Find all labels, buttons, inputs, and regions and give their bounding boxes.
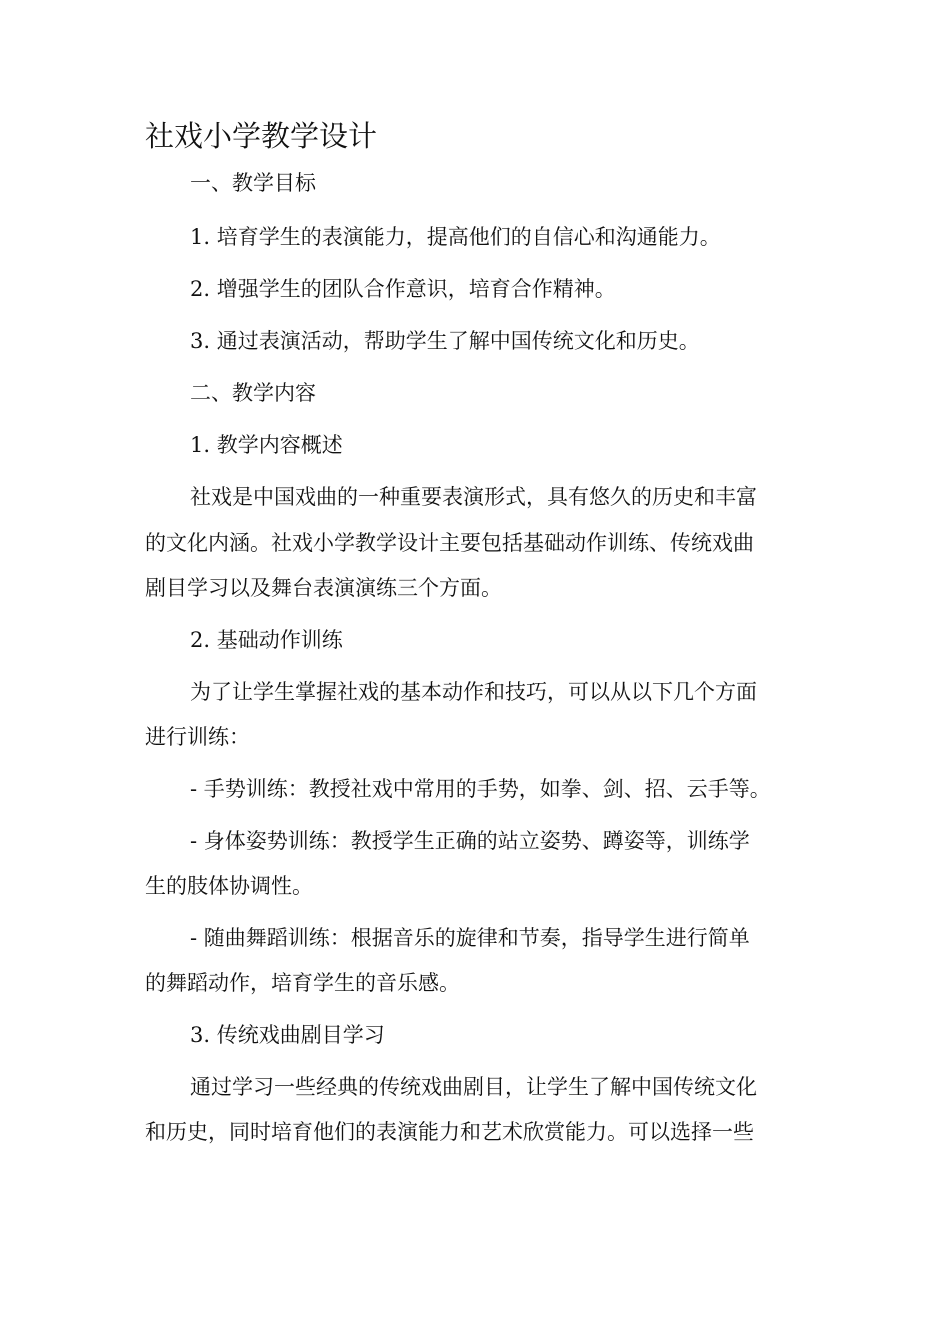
objective-item-1: 1. 培育学生的表演能力，提高他们的自信心和沟通能力。 bbox=[190, 225, 721, 249]
list-item-gesture: - 手势训练：教授社戏中常用的手势，如拳、剑、招、云手等。 bbox=[190, 777, 771, 801]
paragraph-line: 剧目学习以及舞台表演演练三个方面。 bbox=[145, 576, 502, 600]
list-item-posture: - 身体姿势训练：教授学生正确的站立姿势、蹲姿等，训练学 bbox=[190, 829, 750, 853]
list-item-dance-cont: 的舞蹈动作，培育学生的音乐感。 bbox=[145, 971, 460, 995]
objective-item-2: 2. 增强学生的团队合作意识，培育合作精神。 bbox=[190, 277, 616, 301]
section-heading-content: 二、教学内容 bbox=[190, 381, 316, 405]
list-item-posture-cont: 生的肢体协调性。 bbox=[145, 874, 313, 898]
paragraph-line: 进行训练： bbox=[145, 725, 250, 749]
subheading-overview: 1. 教学内容概述 bbox=[190, 433, 343, 457]
paragraph-line: 为了让学生掌握社戏的基本动作和技巧，可以从以下几个方面 bbox=[190, 680, 757, 704]
subheading-repertoire: 3. 传统戏曲剧目学习 bbox=[190, 1023, 385, 1047]
paragraph-line: 和历史，同时培育他们的表演能力和艺术欣赏能力。可以选择一些 bbox=[145, 1120, 754, 1144]
section-heading-objectives: 一、教学目标 bbox=[190, 171, 316, 195]
document-title: 社戏小学教学设计 bbox=[145, 119, 378, 153]
subheading-basic-movement: 2. 基础动作训练 bbox=[190, 628, 343, 652]
paragraph-line: 通过学习一些经典的传统戏曲剧目，让学生了解中国传统文化 bbox=[190, 1075, 757, 1099]
list-item-dance: - 随曲舞蹈训练：根据音乐的旋律和节奏，指导学生进行简单 bbox=[190, 926, 750, 950]
paragraph-line: 的文化内涵。社戏小学教学设计主要包括基础动作训练、传统戏曲 bbox=[145, 531, 754, 555]
paragraph-line: 社戏是中国戏曲的一种重要表演形式，具有悠久的历史和丰富 bbox=[190, 485, 757, 509]
objective-item-3: 3. 通过表演活动，帮助学生了解中国传统文化和历史。 bbox=[190, 329, 700, 353]
